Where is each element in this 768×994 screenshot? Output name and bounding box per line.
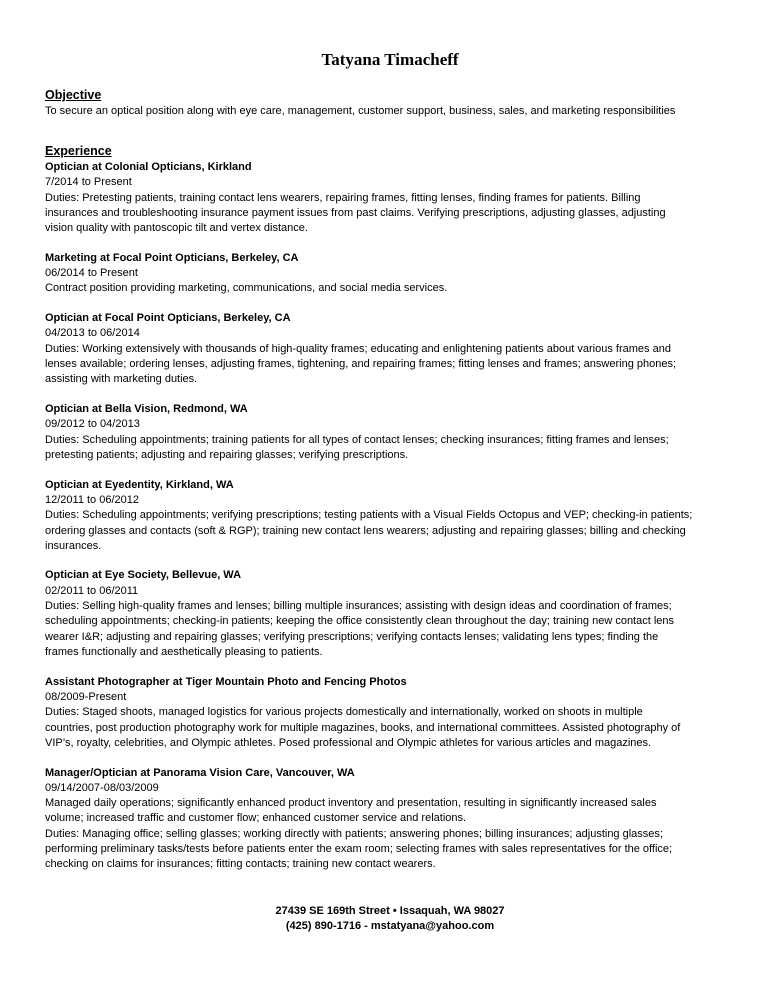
objective-text: To secure an optical position along with eye care, management, customer support, business, sales, and marketing responsibilities	[45, 105, 676, 117]
job-description-line: Duties: Pretesting patients, training contact lens wearers, repairing frames, fitting lenses, finding frames for patients. Billing	[45, 191, 641, 204]
contact-footer	[45, 904, 735, 934]
job-dates: 12/2011 to 06/2012	[45, 493, 139, 506]
job-title: Marketing at Focal Point Opticians, Berkeley, CA	[45, 251, 299, 264]
objective-heading: Objective	[45, 88, 102, 102]
job-dates: 08/2009-Present	[45, 690, 127, 703]
job-description-line: insurances and troubleshooting insurance payment issues from past claims. Verifying prescriptions, adjusting glasses, adjusting	[45, 206, 666, 219]
job-description-line: vision quality with pantoscopic tilt and vertex distance.	[45, 222, 308, 235]
job-description-line: Duties: Scheduling appointments; training patients for all types of contact lenses; checking insurances; fitting frames and lenses;	[45, 433, 669, 446]
job-entry	[45, 766, 735, 873]
job-entry	[45, 568, 735, 660]
job-description-line: lenses available; ordering lenses, adjusting frames, tightening, and repairing frames; fitting lenses and frames; answering phones;	[45, 358, 677, 371]
job-dates: 09/2012 to 04/2013	[45, 418, 140, 431]
job-description-line: Duties: Selling high-quality frames and lenses; billing multiple insurances; assisting with design ideas and coordination of frames;	[45, 600, 672, 613]
job-description-line: Duties: Managing office; selling glasses; working directly with patients; answering phones; billing insurances; adjusting glasses;	[45, 827, 663, 840]
job-dates: 02/2011 to 06/2011	[45, 584, 139, 597]
job-description-line: VIP’s, royalty, celebrities, and Olympic athletes. Posed professional and Olympic athletes for various articles and magazines.	[45, 736, 652, 749]
job-description-line: Duties: Working extensively with thousands of high-quality frames; educating and enlightening patients about various frames and	[45, 342, 671, 355]
job-description-line: checking on claims for insurances; fitting contacts; training new contact wearers.	[45, 858, 436, 871]
job-description-line: pretesting patients; adjusting and repairing glasses; verifying prescriptions.	[45, 448, 409, 461]
job-dates: 06/2014 to Present	[45, 267, 138, 280]
contact-phone-email: (425) 890-1716 - mstatyana@yahoo.com	[285, 920, 495, 932]
experience-heading: Experience	[45, 144, 112, 158]
job-description-line: Duties: Staged shoots, managed logistics for various projects domestically and internationally, worked on shoots in multiple	[45, 706, 643, 719]
job-entry	[45, 478, 735, 554]
job-description-line: ordering glasses and contacts (soft & RGP); training new contact lens wearers; adjusting and repairing glasses; billing and checking	[45, 524, 686, 537]
job-description-line: Contract position providing marketing, communications, and social media services.	[45, 282, 448, 295]
experience-list	[45, 160, 735, 887]
job-entry	[45, 402, 735, 463]
job-description-line: scheduling appointments; checking-in patients; keeping the office consistently clean throughout the day; training new contact lens	[45, 615, 675, 628]
job-description-line: Duties: Scheduling appointments; verifying prescriptions; testing patients with a Visual Fields Octopus and VEP; checking-in patients;	[45, 509, 693, 522]
job-dates: 09/14/2007-08/03/2009	[45, 781, 159, 794]
job-description-line: Managed daily operations; significantly enhanced product inventory and presentation, resulting in significantly increased sales	[45, 797, 657, 810]
job-entry	[45, 311, 735, 387]
job-entry	[45, 251, 735, 297]
job-title: Optician at Eye Society, Bellevue, WA	[45, 569, 242, 582]
job-entry	[45, 675, 735, 751]
job-title: Optician at Colonial Opticians, Kirkland	[45, 161, 252, 173]
job-entry	[45, 160, 735, 236]
job-description-line: assisting with marketing duties.	[45, 373, 198, 386]
job-description-line: performing preliminary tasks/tests before patients enter the exam room; selecting frames with sales representatives for the office;	[45, 843, 673, 856]
job-dates: 04/2013 to 06/2014	[45, 327, 140, 340]
resume-name: Tatyana Timacheff	[321, 50, 459, 69]
job-description-line: volume; increased traffic and customer flow; enhanced customer service and relations.	[45, 812, 467, 825]
contact-address: 27439 SE 169th Street • Issaquah, WA 98027	[275, 905, 505, 917]
job-title: Assistant Photographer at Tiger Mountain Photo and Fencing Photos	[45, 675, 407, 688]
job-description-line: insurances.	[45, 539, 102, 552]
job-title: Optician at Focal Point Opticians, Berkeley, CA	[45, 312, 291, 325]
job-description-line: frames functionally and aesthetically pleasing to patients.	[45, 645, 323, 658]
job-description-line: wearer I&R; adjusting and repairing glasses; verifying prescriptions; verifying contacts lenses; validating lens types; finding the	[45, 630, 659, 643]
job-title: Manager/Optician at Panorama Vision Care, Vancouver, WA	[45, 766, 355, 779]
job-dates: 7/2014 to Present	[45, 176, 132, 189]
job-description-line: countries, post production photography work for multiple magazines, books, and international committees. Assisted photography of	[45, 721, 681, 734]
job-title: Optician at Eyedentity, Kirkland, WA	[45, 478, 234, 491]
job-title: Optician at Bella Vision, Redmond, WA	[45, 403, 248, 416]
